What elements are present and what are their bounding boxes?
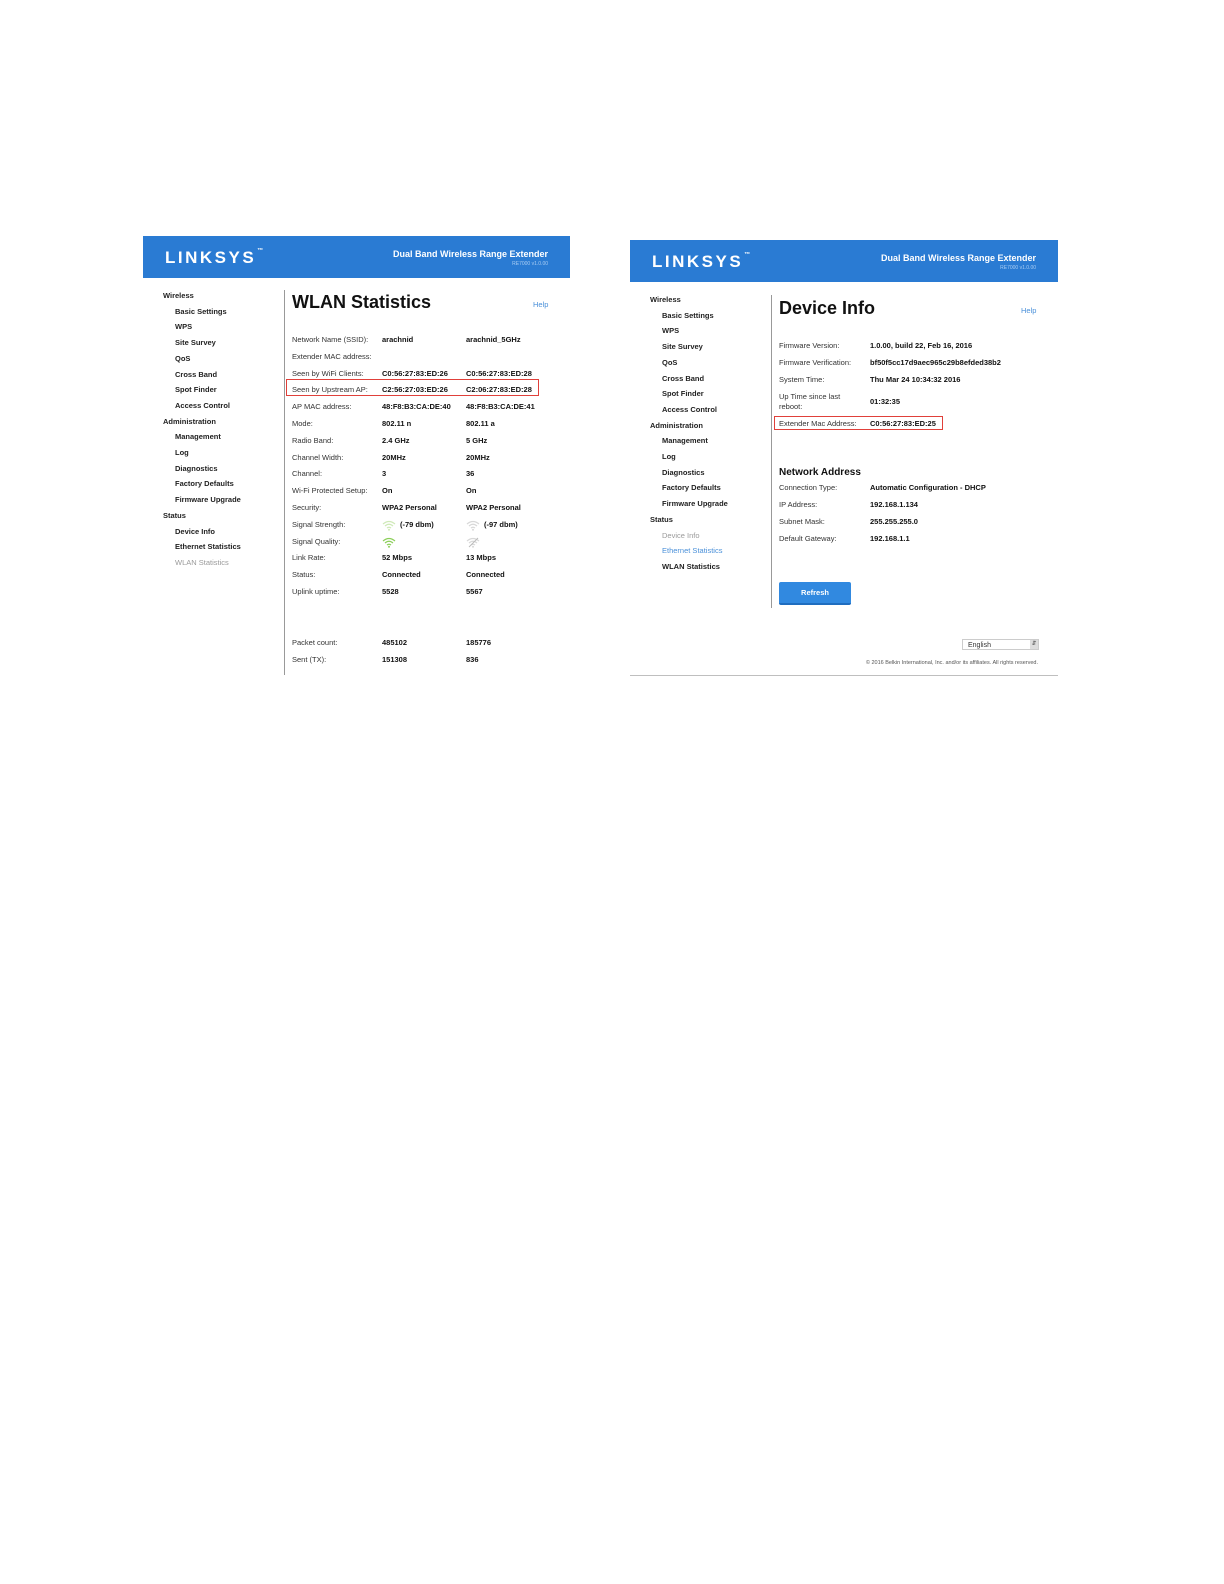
value-5g-network-name-ssid: arachnid_5GHz xyxy=(466,335,521,344)
row-label-seen-by-upstream-ap: Seen by Upstream AP: xyxy=(292,385,368,395)
language-select[interactable]: English ⇵ xyxy=(962,639,1039,650)
value-5g-wi-fi-protected-setup: On xyxy=(466,486,477,496)
value-2g-mode: 802.11 n xyxy=(382,419,412,428)
sidebar-item-wps[interactable]: WPS xyxy=(175,322,193,332)
value-2g-channel: 3 xyxy=(382,469,387,479)
chevron-down-icon: ⇵ xyxy=(1031,641,1037,647)
sidebar-item-factory-defaults[interactable]: Factory Defaults xyxy=(662,483,721,493)
sidebar-item-management[interactable]: Management xyxy=(175,432,221,442)
row-label-status: Status: xyxy=(292,570,316,580)
info-value-system-time: Thu Mar 24 10:34:32 2016 xyxy=(870,375,961,384)
sidebar-item-wireless[interactable]: Wireless xyxy=(650,295,681,304)
value-2g-packet-count: 485102 xyxy=(382,637,408,647)
network-address-heading: Network Address xyxy=(779,467,861,478)
sidebar-item-diagnostics[interactable]: Diagnostics xyxy=(175,463,218,473)
sidebar-item-access-control[interactable]: Access Control xyxy=(175,400,231,410)
value-2g-channel-width: 20MHz xyxy=(382,452,406,462)
value-2g-network-name-ssid: arachnid xyxy=(382,335,414,344)
row-label-security: Security: xyxy=(292,503,322,512)
network-value-ip-address: 192.168.1.134 xyxy=(870,500,918,509)
sidebar-item-administration[interactable]: Administration xyxy=(650,420,703,430)
value-2g-sent-tx: 151308 xyxy=(382,654,408,664)
help-link[interactable]: Help xyxy=(1021,306,1037,315)
sidebar-item-status[interactable]: Status xyxy=(163,510,186,520)
sidebar-item-cross-band[interactable]: Cross Band xyxy=(175,369,218,379)
model-version: RE7000 v1.0.00 xyxy=(512,261,548,267)
value-5g-seen-by-upstream-ap: C2:06:27:83:ED:28 xyxy=(466,385,532,395)
row-label-uplink-uptime: Uplink uptime: xyxy=(292,587,340,596)
row-label-packet-count: Packet count: xyxy=(292,637,338,647)
value-5g-radio-band: 5 GHz xyxy=(466,435,488,445)
value-2g-link-rate: 52 Mbps xyxy=(382,553,413,563)
value-5g-packet-count: 185776 xyxy=(466,637,492,647)
linksys-logo[interactable]: LINKSYS™ xyxy=(652,252,751,271)
value-5g-security: WPA2 Personal xyxy=(466,503,521,512)
sidebar-item-access-control[interactable]: Access Control xyxy=(662,404,718,414)
product-name: Dual Band Wireless Range Extender xyxy=(881,253,1036,263)
sidebar-item-device-info[interactable]: Device Info xyxy=(175,526,216,536)
value-5g-signal-strength: (-97 dbm) xyxy=(484,519,518,529)
value-5g-uplink-uptime: 5567 xyxy=(466,587,483,596)
sidebar-item-status[interactable]: Status xyxy=(650,514,673,524)
sidebar-item-qos[interactable]: QoS xyxy=(175,353,191,363)
sidebar-divider xyxy=(771,295,772,608)
help-link[interactable]: Help xyxy=(533,300,549,309)
row-label-radio-band: Radio Band: xyxy=(292,435,334,445)
sidebar-item-diagnostics[interactable]: Diagnostics xyxy=(662,467,705,477)
refresh-button[interactable]: Refresh xyxy=(779,582,851,605)
sidebar-item-basic-settings[interactable]: Basic Settings xyxy=(175,306,227,316)
info-value-firmware-version: 1.0.00, build 22, Feb 16, 2016 xyxy=(870,341,973,350)
sidebar-item-spot-finder[interactable]: Spot Finder xyxy=(175,385,217,395)
value-2g-uplink-uptime: 5528 xyxy=(382,587,399,596)
row-label-signal-strength: Signal Strength: xyxy=(292,519,346,529)
network-value-connection-type: Automatic Configuration - DHCP xyxy=(870,483,986,492)
linksys-logo[interactable]: LINKSYS™ xyxy=(165,248,264,267)
network-label-ip-address: IP Address: xyxy=(779,500,818,509)
sidebar-item-wireless[interactable]: Wireless xyxy=(163,291,194,300)
wifi-signal-icon xyxy=(382,518,396,536)
sidebar-divider xyxy=(284,290,285,675)
wifi-signal-icon xyxy=(382,535,396,553)
sidebar-item-log[interactable]: Log xyxy=(175,448,189,457)
value-2g-radio-band: 2.4 GHz xyxy=(382,435,410,445)
value-5g-link-rate: 13 Mbps xyxy=(466,553,497,563)
row-label-extender-mac-address: Extender MAC address: xyxy=(292,351,372,361)
row-label-seen-by-wifi-clients: Seen by WiFi Clients: xyxy=(292,368,364,378)
value-2g-seen-by-upstream-ap: C2:56:27:03:ED:26 xyxy=(382,385,448,395)
info-label-firmware-verification: Firmware Verification: xyxy=(779,358,852,367)
row-label-signal-quality: Signal Quality: xyxy=(292,536,341,546)
info-label-system-time: System Time: xyxy=(779,375,825,384)
highlight-box xyxy=(286,379,539,396)
wlan-statistics-screenshot xyxy=(143,236,570,675)
page-title: Device Info xyxy=(779,298,876,318)
wifi-signal-icon xyxy=(466,535,480,553)
row-label-ap-mac-address: AP MAC address: xyxy=(292,402,352,412)
network-value-subnet-mask: 255.255.255.0 xyxy=(870,517,918,526)
value-5g-ap-mac-address: 48:F8:B3:CA:DE:41 xyxy=(466,402,535,412)
sidebar-item-wps[interactable]: WPS xyxy=(662,326,680,336)
info-value-up-time-since-last-reboot: 01:32:35 xyxy=(870,397,901,406)
value-5g-sent-tx: 836 xyxy=(466,654,479,664)
sidebar-item-ethernet-statistics[interactable]: Ethernet Statistics xyxy=(175,542,241,552)
sidebar-item-management[interactable]: Management xyxy=(662,436,708,446)
sidebar-item-qos[interactable]: QoS xyxy=(662,357,678,367)
sidebar-item-factory-defaults[interactable]: Factory Defaults xyxy=(175,479,234,489)
header-banner xyxy=(143,236,570,278)
info-value-extender-mac-address: C0:56:27:83:ED:25 xyxy=(870,419,936,428)
page-title: WLAN Statistics xyxy=(292,292,432,312)
model-version: RE7000 v1.0.00 xyxy=(1000,265,1036,271)
sidebar-item-administration[interactable]: Administration xyxy=(163,416,216,426)
value-2g-signal-strength: (-79 dbm) xyxy=(400,519,434,529)
info-label-extender-mac-address: Extender Mac Address: xyxy=(779,419,857,428)
sidebar-item-log[interactable]: Log xyxy=(662,452,676,461)
value-2g-status: Connected xyxy=(382,570,421,580)
row-label-link-rate: Link Rate: xyxy=(292,553,326,563)
value-2g-seen-by-wifi-clients: C0:56:27:83:ED:26 xyxy=(382,368,448,378)
row-label-sent-tx: Sent (TX): xyxy=(292,654,327,664)
row-label-mode: Mode: xyxy=(292,419,313,428)
sidebar-item-firmware-upgrade[interactable]: Firmware Upgrade xyxy=(175,495,241,505)
network-value-default-gateway: 192.168.1.1 xyxy=(870,534,910,543)
value-2g-security: WPA2 Personal xyxy=(382,503,437,512)
sidebar-item-ethernet-statistics[interactable]: Ethernet Statistics xyxy=(662,546,723,556)
wifi-signal-icon xyxy=(466,518,480,536)
row-label-network-name-ssid: Network Name (SSID): xyxy=(292,335,369,344)
sidebar-item-cross-band[interactable]: Cross Band xyxy=(662,373,705,383)
value-5g-seen-by-wifi-clients: C0:56:27:83:ED:28 xyxy=(466,368,532,378)
sidebar-item-wlan-statistics[interactable]: WLAN Statistics xyxy=(662,561,720,571)
sidebar-item-wlan-statistics[interactable]: WLAN Statistics xyxy=(175,557,229,567)
info-label-up-time-since-last-reboot: Up Time since last reboot: xyxy=(779,392,841,411)
highlight-box xyxy=(774,416,943,430)
sidebar-item-site-survey[interactable]: Site Survey xyxy=(662,342,703,352)
device-info-screenshot xyxy=(630,240,1058,676)
sidebar-item-site-survey[interactable]: Site Survey xyxy=(175,338,216,348)
sidebar-item-firmware-upgrade[interactable]: Firmware Upgrade xyxy=(662,499,728,509)
copyright-text: © 2016 Belkin International, Inc. and/or its affiliates. All rights reserved. xyxy=(865,660,1038,666)
sidebar-item-spot-finder[interactable]: Spot Finder xyxy=(662,389,704,399)
value-5g-mode: 802.11 a xyxy=(466,419,495,428)
value-5g-status: Connected xyxy=(466,570,505,580)
row-label-wi-fi-protected-setup: Wi-Fi Protected Setup: xyxy=(292,486,368,496)
value-2g-ap-mac-address: 48:F8:B3:CA:DE:40 xyxy=(382,402,451,412)
network-label-subnet-mask: Subnet Mask: xyxy=(779,517,825,526)
product-name: Dual Band Wireless Range Extender xyxy=(393,249,548,259)
value-2g-wi-fi-protected-setup: On xyxy=(382,486,393,496)
header-banner xyxy=(630,240,1058,282)
network-label-default-gateway: Default Gateway: xyxy=(779,534,837,543)
row-label-channel: Channel: xyxy=(292,469,323,479)
network-label-connection-type: Connection Type: xyxy=(779,483,838,492)
value-5g-channel: 36 xyxy=(466,469,475,479)
row-label-channel-width: Channel Width: xyxy=(292,452,344,462)
sidebar-item-basic-settings[interactable]: Basic Settings xyxy=(662,310,714,320)
info-value-firmware-verification: bf50f5cc17d9aec965c29b8efded38b2 xyxy=(870,358,1001,367)
value-5g-channel-width: 20MHz xyxy=(466,452,490,462)
sidebar-item-device-info[interactable]: Device Info xyxy=(662,530,700,540)
info-label-firmware-version: Firmware Version: xyxy=(779,341,840,350)
